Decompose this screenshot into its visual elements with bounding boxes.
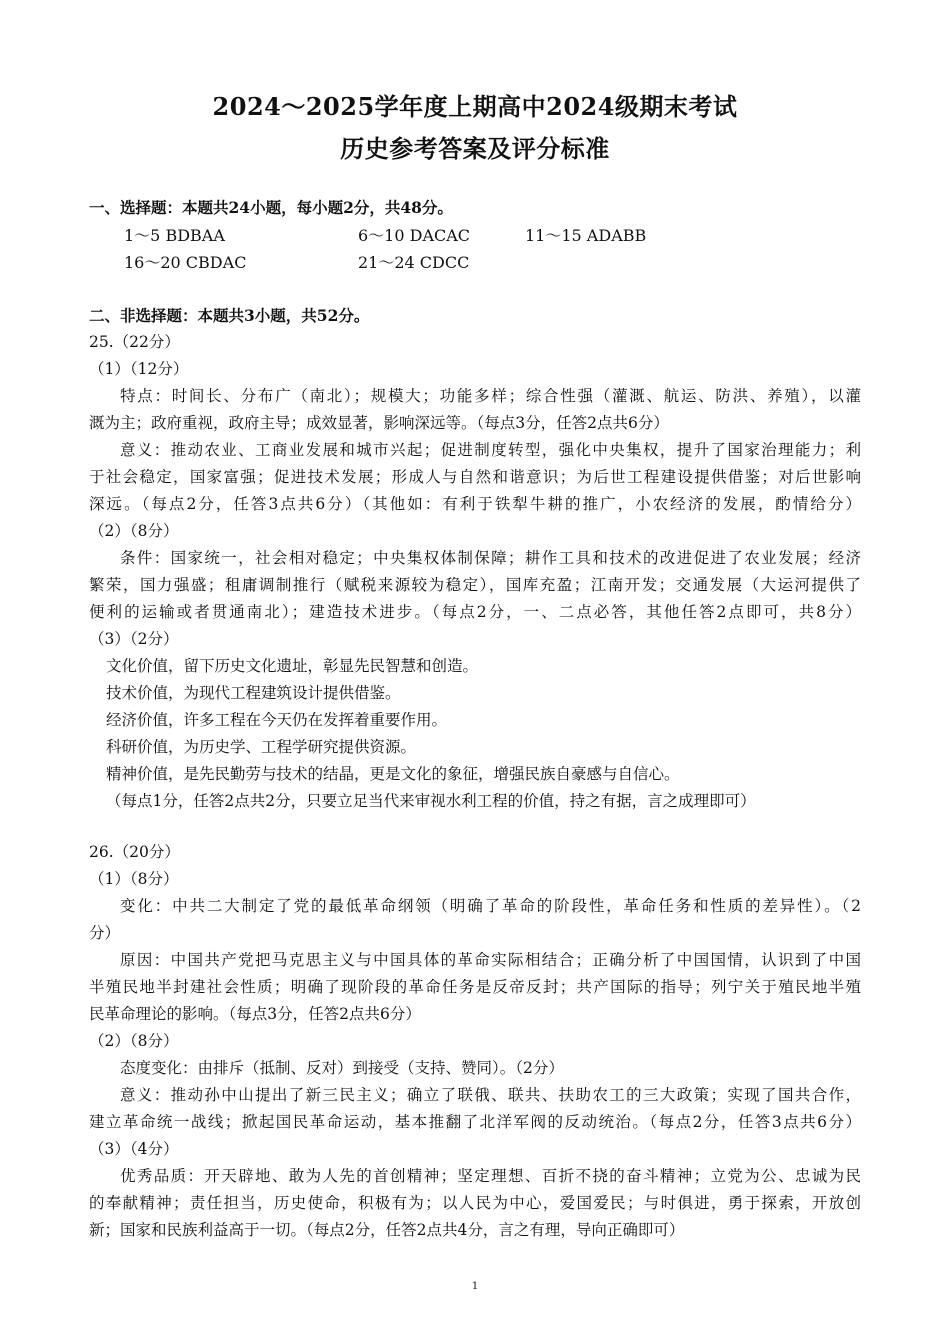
q25-p1-significance-line: 深远。（每点2分，任答3点共6分）（其他如：有利于铁犁牛耕的推广，小农经济的发展，酌情给分） (89, 495, 861, 513)
q25-p3-scoring-note: （每点1分，任答2点共2分，只要立足当代来审视水利工程的价值，持之有据，言之成理即可） (106, 792, 756, 810)
q25-p1-features-line: 特点：时间长、分布广（南北）；规模大；功能多样；综合性强（灌溉、航运、防洪、养殖），以灌 (120, 387, 861, 405)
q26-p3-qualities-line: 的奉献精神；责任担当，历史使命，积极有为；以人民为中心，爱国爱民；与时俱进，勇于探索，开放创 (89, 1194, 861, 1212)
page-title: 2024～2025学年度上期高中2024级期末考试 (212, 92, 738, 121)
q26-p1-change-line: 变化：中共二大制定了党的最低革命纲领（明确了革命的阶段性，革命任务和性质的差异性）。（2 (120, 897, 861, 915)
q26-p2-significance-line: 意义：推动孙中山提出了新三民主义；确立了联俄、联共、扶助农工的三大政策；实现了国共合作， (120, 1086, 861, 1104)
q25-p2-conditions-line: 繁荣，国力强盛；租庸调制推行（赋税来源较为稳定），国库充盈；江南开发；交通发展（大运河提供了 (89, 576, 861, 594)
q26-p2-attitude-line: 态度变化：由排斥（抵制、反对）到接受（支持、赞同）。（2分） (120, 1059, 564, 1077)
q25-part-2-label: （2）（8分） (89, 522, 179, 540)
q25-p3-value-item: 经济价值，许多工程在今天仍在发挥着重要作用。 (106, 711, 448, 729)
q26-p3-qualities-line: 优秀品质：开天辟地、敢为人先的首创精神；坚定理想、百折不挠的奋斗精神；立党为公、忠诚为民 (120, 1167, 861, 1185)
q25-part-1-label: （1）（12分） (89, 360, 189, 378)
section-1-heading: 一、选择题：本题共24小题，每小题2分，共48分。 (89, 198, 453, 217)
q25-p3-value-item: 文化价值，留下历史文化遗址，彰显先民智慧和创造。 (106, 657, 479, 675)
q26-p1-reason-line: 民革命理论的影响。（每点3分，任答2点共6分） (89, 1005, 421, 1023)
answer-group-1: 1～5 BDBAA (124, 226, 225, 245)
q25-p3-value-item: 精神价值，是先民勤劳与技术的结晶，更是文化的象征，增强民族自豪感与自信心。 (106, 765, 680, 783)
answer-group-3: 11～15 ADABB (525, 226, 647, 245)
q25-p3-value-item: 科研价值，为历史学、工程学研究提供资源。 (106, 738, 417, 756)
page-number: 1 (471, 1281, 479, 1292)
q26-part-2-label: （2）（8分） (89, 1032, 179, 1050)
q26-p1-reason-line: 原因：中国共产党把马克思主义与中国具体的革命实际相结合；正确分析了中国国情，认识到了中国 (120, 951, 861, 969)
q25-p2-conditions-line: 条件：国家统一，社会相对稳定；中央集权体制保障；耕作工具和技术的改进促进了农业发展；经济 (120, 549, 861, 567)
q26-p3-qualities-line: 新；国家和民族利益高于一切。（每点2分，任答2点共4分，言之有理，导向正确即可） (89, 1221, 685, 1239)
q25-p3-value-item: 技术价值，为现代工程建筑设计提供借鉴。 (106, 684, 401, 702)
q26-part-3-label: （3）（4分） (89, 1140, 179, 1158)
q25-p1-features-line: 溉为主；政府重视，政府主导；成效显著，影响深远等。（每点3分，任答2点共6分） (89, 414, 669, 432)
q26-p2-significance-line: 建立革命统一战线；掀起国民革命运动，基本推翻了北洋军阀的反动统治。（每点2分，任答3点共6分） (89, 1113, 861, 1131)
q25-p1-significance-line: 意义：推动农业、工商业发展和城市兴起；促进制度转型，强化中央集权，提升了国家治理能力；利 (120, 441, 861, 459)
section-2-heading: 二、非选择题：本题共3小题，共52分。 (89, 306, 370, 325)
page-subtitle: 历史参考答案及评分标准 (340, 134, 610, 163)
q26-part-1-label: （1）（8分） (89, 870, 179, 888)
answer-group-2: 6～10 DACAC (358, 226, 471, 245)
q25-part-3-label: （3）（2分） (89, 630, 179, 648)
question-25-heading: 25.（22分） (89, 333, 180, 351)
question-26-heading: 26.（20分） (89, 843, 180, 861)
q26-p1-change-line: 分） (89, 924, 121, 942)
q25-p1-significance-line: 于社会稳定，国家富强；促进技术发展；形成人与自然和谐意识；为后世工程建设提供借鉴；对后世影响 (89, 468, 861, 486)
q26-p1-reason-line: 半殖民地半封建社会性质；明确了现阶段的革命任务是反帝反封；共产国际的指导；列宁关于殖民地半殖 (89, 978, 861, 996)
answer-group-5: 21～24 CDCC (358, 253, 470, 272)
answer-group-4: 16～20 CBDAC (124, 253, 247, 272)
q25-p2-conditions-line: 便利的运输或者贯通南北）；建造技术进步。（每点2分，一、二点必答，其他任答2点即可，共8分） (89, 603, 861, 621)
